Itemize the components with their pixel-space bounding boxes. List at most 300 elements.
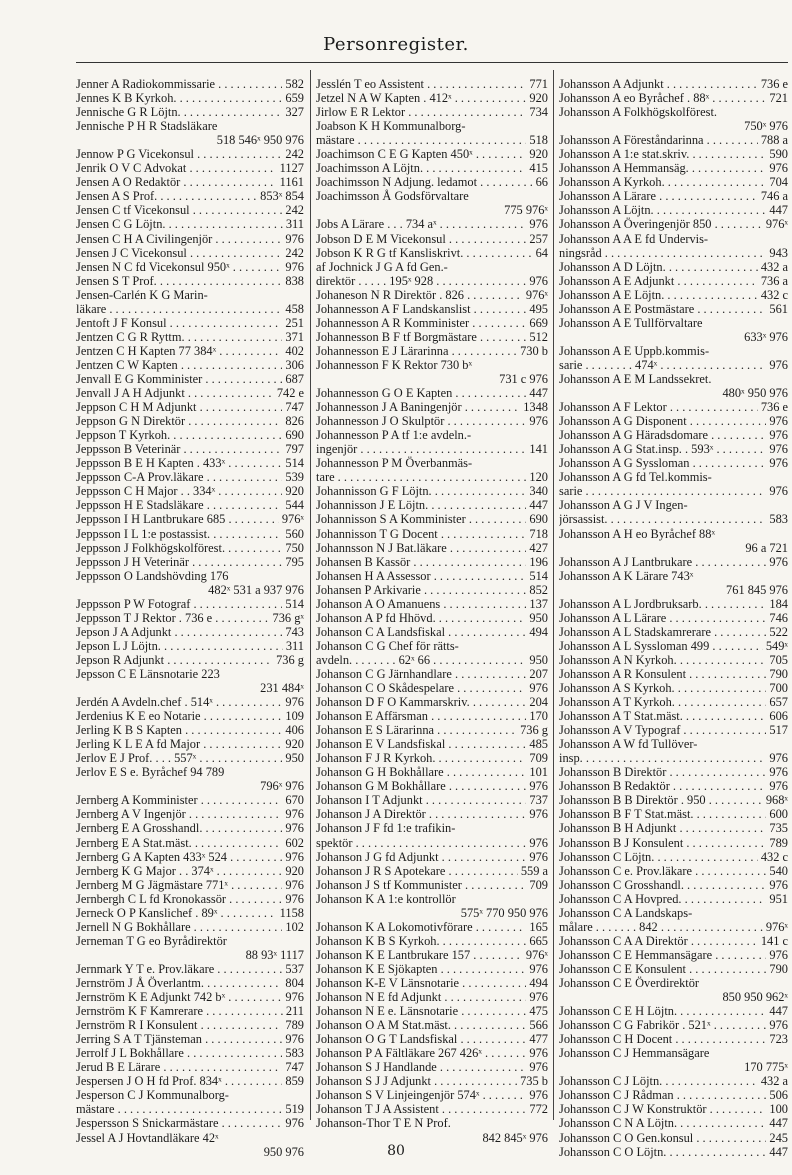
entry-name: Johannesson J A Baningenjör . . . <box>316 400 520 414</box>
entry-name: Jepson J A Adjunkt . . . <box>76 625 282 639</box>
entry-name: Jennische G R Löjtn. . . . <box>76 105 282 119</box>
entry-name: Johansson A E Uppb.kommis- <box>559 343 710 358</box>
entry-page-refs: 477 <box>529 1032 548 1047</box>
entry-page-refs: 950 <box>529 610 548 625</box>
register-entry <box>76 976 304 990</box>
entry-name: Jerdén A Avdeln.chef . 514ˣ . . . <box>76 695 282 709</box>
entry-name: Johanson J R S Apotekare . . . <box>316 864 518 878</box>
register-column-3 <box>559 77 788 1159</box>
register-entry <box>76 161 304 175</box>
entry-name: Johansson A T Kyrkoh. . . . <box>559 695 766 709</box>
register-entry <box>559 583 788 597</box>
entry-name: Johanson-Thor T E N Prof. <box>316 1116 451 1131</box>
register-entry <box>316 105 548 119</box>
entry-name: mästare . . . <box>76 1102 282 1116</box>
register-entry <box>559 484 788 498</box>
register-entry <box>76 484 304 498</box>
register-entry <box>559 414 788 428</box>
register-entry <box>316 400 548 414</box>
register-entry <box>316 1032 548 1046</box>
register-entry <box>316 484 548 498</box>
entry-name: Jeppson G N Direktör . . . <box>76 414 282 428</box>
entry-page-refs: 976 <box>769 947 788 962</box>
entry-page-refs: 789 <box>769 835 788 850</box>
register-entry <box>559 765 788 779</box>
entry-page-refs: 920 <box>285 484 304 499</box>
entry-page-refs: 371 <box>285 329 304 344</box>
entry-page-refs: 976 <box>769 554 788 569</box>
entry-page-refs: 427 <box>529 540 548 555</box>
register-entry <box>559 793 788 807</box>
entry-name: Johansson C H Docent . . . <box>559 1032 766 1046</box>
register-entry <box>76 1088 304 1102</box>
entry-page-refs: 700 <box>769 681 788 696</box>
entry-name: Johannesson P M Överbanmäs- <box>316 456 473 471</box>
entry-page-refs: 432 c <box>760 287 788 302</box>
entry-page-refs: 257 <box>529 231 548 246</box>
entry-page-refs: 447 <box>529 386 548 401</box>
entry-page-refs: 796ˣ 976 <box>260 779 304 794</box>
entry-name: Jerud B E Lärare . . . <box>76 1060 282 1074</box>
entry-name: Johanson A O Amanuens . . . <box>316 597 526 611</box>
register-entry <box>559 203 788 217</box>
entry-name: Johansson C J Rådman . . . <box>559 1088 766 1102</box>
entry-page-refs: 735 b <box>520 1074 548 1089</box>
register-entry <box>559 527 788 541</box>
entry-name: Johansson C J Hemmansägare <box>559 1046 710 1061</box>
entry-page-refs: 950 <box>285 751 304 766</box>
register-entry <box>316 611 548 625</box>
entry-name: ingenjör . . . <box>316 442 526 456</box>
register-entry <box>316 119 548 133</box>
entry-name: Jenner A Radiokommissarie . . . <box>76 77 282 91</box>
entry-name: Johansson A eo Byråchef . 88ˣ . . . <box>559 91 766 105</box>
register-entry <box>76 1032 304 1046</box>
register-entry <box>559 274 788 288</box>
entry-page-refs: 747 <box>285 1060 304 1075</box>
entry-page-refs: 976 <box>529 1088 548 1103</box>
entry-name: Jeppsson C H Major . . 334ˣ . . . <box>76 484 282 498</box>
register-entry <box>316 147 548 161</box>
entry-name: Jernberg K G Major . . 374ˣ . . . <box>76 864 282 878</box>
entry-page-refs: 736 a <box>760 273 788 288</box>
entry-name: Johansson A E Adjunkt . . . <box>559 274 758 288</box>
register-entry <box>316 442 548 456</box>
entry-name: Johansson B Redaktör . . . <box>559 779 766 793</box>
entry-page-refs: 920 <box>529 147 548 162</box>
register-entry <box>316 428 548 442</box>
register-entry <box>559 512 788 526</box>
entry-page-refs: 976 <box>529 1060 548 1075</box>
register-entry <box>76 91 304 105</box>
entry-page-refs: 602 <box>285 835 304 850</box>
entry-name: Johanson A P fd Hhövd. . . . <box>316 611 526 625</box>
entry-name: Jernström R I Konsulent . . . <box>76 1018 282 1032</box>
entry-name: Johannesson A F Landskanslist . . . <box>316 302 526 316</box>
register-entry <box>316 667 548 681</box>
entry-page-refs: 633ˣ 976 <box>744 329 788 344</box>
entry-name: Johanson K A Lokomotivförare . . . <box>316 920 526 934</box>
register-entry <box>559 1004 788 1018</box>
register-entry <box>76 850 304 864</box>
register-entry <box>559 161 788 175</box>
entry-name: Johansson C A Landskaps- <box>559 905 693 920</box>
register-entry <box>76 456 304 470</box>
entry-page-refs: 242 <box>285 245 304 260</box>
entry-page-refs: 231 484ˣ <box>260 681 304 696</box>
entry-page-refs: 976 <box>529 835 548 850</box>
entry-name: Jesperson C J Kommunalborg- <box>76 1088 229 1103</box>
register-entry <box>76 414 304 428</box>
entry-name: Johansson B J Konsulent . . . <box>559 836 766 850</box>
entry-name: Jernberg E A Grosshandl. . . . <box>76 821 282 835</box>
entry-name: Johannesson P A tf 1:e avdeln.- <box>316 428 472 443</box>
register-entry <box>76 217 304 231</box>
entry-page-refs: 951 <box>769 891 788 906</box>
entry-name: Johansson A S Kyrkoh. . . . <box>559 681 766 695</box>
entry-name: Johanson C G Chef för rätts- <box>316 638 459 653</box>
page-number: 80 <box>387 1143 405 1159</box>
register-entry <box>316 625 548 639</box>
entry-name: Jerring S A T Tjänsteman . . . <box>76 1032 282 1046</box>
entry-page-refs: 251 <box>285 315 304 330</box>
entry-page-refs: 575ˣ 770 950 976 <box>460 905 548 920</box>
entry-page-refs: 482ˣ 531 a 937 976 <box>208 582 304 597</box>
entry-name: Johansson A Kyrkoh. . . . <box>559 175 766 189</box>
entry-page-refs: 771 <box>529 77 548 91</box>
register-entry <box>316 793 548 807</box>
register-entry <box>76 892 304 906</box>
entry-page-refs: 514 <box>285 456 304 471</box>
entry-name: Jentzen C G R Ryttm. . . . <box>76 330 282 344</box>
register-entry <box>76 737 304 751</box>
entry-name: insp. . . . <box>559 751 766 765</box>
entry-name: Jerrolf J L Bokhållare . . . <box>76 1046 282 1060</box>
register-entry <box>559 653 788 667</box>
register-entry <box>76 260 304 274</box>
register-entry <box>316 217 548 231</box>
entry-name: Jensen N C fd Vicekonsul 950ˣ . . . <box>76 260 282 274</box>
register-entry <box>316 77 548 91</box>
entry-page-refs: 544 <box>285 498 304 513</box>
entry-name: Jentzen C H Kapten 77 384ˣ . . . <box>76 344 282 358</box>
entry-page-refs: 943 <box>769 245 788 260</box>
entry-name: Johanson I T Adjunkt . . . <box>316 793 526 807</box>
entry-page-refs: 976 <box>529 779 548 794</box>
register-entry <box>76 639 304 653</box>
entry-name: Jernberg M G Jägmästare 771ˣ . . . <box>76 878 282 892</box>
entry-name: målare . . . . . . . 842 . . . <box>559 920 763 934</box>
entry-page-refs: 100 <box>769 1102 788 1117</box>
register-entry <box>559 302 788 316</box>
entry-name: Johansson A W fd Tullöver- <box>559 737 698 752</box>
register-entry <box>76 344 304 358</box>
register-entry <box>559 625 788 639</box>
register-entry <box>316 878 548 892</box>
register-entry <box>559 91 788 105</box>
register-entry <box>316 1018 548 1032</box>
entry-page-refs: 327 <box>285 105 304 120</box>
register-entry <box>76 934 304 948</box>
entry-page-refs: 447 <box>529 498 548 513</box>
entry-page-refs: 690 <box>285 428 304 443</box>
register-entry <box>559 175 788 189</box>
entry-name: Jepsson C E Länsnotarie 223 <box>76 666 220 681</box>
register-entry <box>76 442 304 456</box>
entry-name: Jobson D E M Vicekonsul . . . <box>316 232 526 246</box>
entry-page-refs: 976 <box>769 357 788 372</box>
register-entry <box>559 189 788 203</box>
entry-page-refs: 976ˣ <box>765 217 788 232</box>
entry-page-refs: 742 e <box>276 386 304 401</box>
entry-name: Jeppson T Kyrkoh. . . . <box>76 428 282 442</box>
register-entry <box>76 316 304 330</box>
entry-page-refs: 723 <box>769 1032 788 1047</box>
entry-page-refs: 736 e <box>760 77 788 91</box>
register-entry <box>76 527 304 541</box>
entry-page-refs: 976ˣ <box>525 287 548 302</box>
register-entry <box>316 288 548 302</box>
entry-name: Jensen J C Vicekonsul . . . <box>76 246 282 260</box>
entry-page-refs: 561 <box>769 301 788 316</box>
register-entry <box>76 709 304 723</box>
entry-name: Johanson E Affärsman . . . <box>316 709 526 723</box>
entry-page-refs: 512 <box>529 329 548 344</box>
register-entry <box>316 892 548 906</box>
register-entry <box>559 639 788 653</box>
register-entry <box>76 428 304 442</box>
entry-page-refs: 976 <box>769 484 788 499</box>
entry-page-refs: 976 <box>529 807 548 822</box>
register-entry <box>559 147 788 161</box>
entry-page-refs: 447 <box>769 1004 788 1019</box>
entry-page-refs: 736 g <box>276 652 304 667</box>
entry-name: jörsassist. . . . <box>559 512 766 526</box>
entry-page-refs: 976 <box>769 1018 788 1033</box>
register-entry <box>316 962 548 976</box>
register-entry <box>316 456 548 470</box>
entry-page-refs: 306 <box>285 357 304 372</box>
entry-page-refs: 721 <box>769 91 788 106</box>
register-entry <box>316 414 548 428</box>
entry-name: Johansson C J Löjtn. . . . <box>559 1074 758 1088</box>
entry-name: Jeppsson C-A Prov.läkare . . . <box>76 470 282 484</box>
entry-page-refs: 976 <box>769 877 788 892</box>
register-entry <box>316 527 548 541</box>
register-entry <box>559 1116 788 1130</box>
entry-name: Jetzel N A W Kapten . 412ˣ . . . <box>316 91 526 105</box>
entry-name: Jespersen J O H fd Prof. 834ˣ . . . <box>76 1074 282 1088</box>
register-entry <box>76 189 304 203</box>
entry-page-refs: 506 <box>769 1088 788 1103</box>
register-entry <box>316 470 548 484</box>
register-entry <box>76 695 304 709</box>
entry-page-refs: 1348 <box>523 400 548 415</box>
register-entry <box>559 597 788 611</box>
register-entry <box>559 105 788 119</box>
register-entry <box>76 878 304 892</box>
entry-page-refs: 838 <box>285 273 304 288</box>
register-entry <box>559 569 788 583</box>
entry-page-refs: 736 g <box>520 723 548 738</box>
entry-page-refs: 775 976ˣ <box>504 203 548 218</box>
register-entry <box>76 147 304 161</box>
entry-page-refs: 976 <box>529 961 548 976</box>
entry-name: Jeppsson B Veterinär . . . <box>76 442 282 456</box>
entry-name: Johanson J S tf Kommunister . . . <box>316 878 526 892</box>
register-entry <box>316 709 548 723</box>
entry-name: Johanson N E fd Adjunkt . . . <box>316 990 526 1004</box>
entry-name: Jeppsson B E H Kapten . 433ˣ . . . <box>76 456 282 470</box>
register-entry <box>559 498 788 512</box>
register-entry <box>76 990 304 1004</box>
entry-name: Jentzen C W Kapten . . . <box>76 358 282 372</box>
entry-page-refs: 549ˣ <box>765 638 788 653</box>
entry-page-refs: 976 <box>285 1032 304 1047</box>
entry-name: Johanson K A 1:e kontrollör <box>316 891 456 906</box>
entry-page-refs: 730 b <box>520 343 548 358</box>
register-entry <box>76 1046 304 1060</box>
entry-name: Jensen A O Redaktör . . . <box>76 175 277 189</box>
header-rule <box>76 62 788 63</box>
register-entry <box>559 1102 788 1116</box>
register-entry <box>559 1018 788 1032</box>
entry-name: sarie . . . <box>559 484 766 498</box>
entry-name: Johansson A L Stadskamrerare . . . <box>559 625 766 639</box>
register-entry <box>76 906 304 920</box>
entry-name: Johanson P A Fältläkare 267 426ˣ . . . <box>316 1046 526 1060</box>
entry-page-refs: 485 <box>529 737 548 752</box>
entry-name: Johansson A R Konsulent . . . <box>559 667 766 681</box>
entry-name: Johanson S J Handlande . . . <box>316 1060 526 1074</box>
entry-page-refs: 734 <box>529 105 548 120</box>
entry-name: Johannesson F K Rektor 730 bˣ <box>316 357 473 372</box>
entry-page-refs: 311 <box>285 217 304 232</box>
entry-page-refs: 709 <box>529 751 548 766</box>
entry-page-refs: 976 <box>285 807 304 822</box>
entry-page-refs: 976 <box>529 990 548 1005</box>
entry-name: Johansson A L Jordbruksarb. . . . <box>559 597 766 611</box>
register-entry <box>316 976 548 990</box>
register-entry <box>559 358 788 372</box>
register-entry <box>316 1102 548 1116</box>
register-entry <box>559 541 788 555</box>
entry-page-refs: 659 <box>285 91 304 106</box>
register-entry <box>316 934 548 948</box>
register-entry <box>316 737 548 751</box>
entry-page-refs: 415 <box>529 161 548 176</box>
entry-page-refs: 976 <box>285 849 304 864</box>
entry-page-refs: 743 <box>285 624 304 639</box>
entry-page-refs: 402 <box>285 343 304 358</box>
register-entry <box>76 119 304 133</box>
entry-name: Jepson R Adjunkt . . . <box>76 653 273 667</box>
register-entry <box>559 807 788 821</box>
register-entry <box>559 133 788 147</box>
register-entry <box>76 1116 304 1130</box>
entry-page-refs: 976 <box>285 259 304 274</box>
entry-page-refs: 495 <box>529 301 548 316</box>
entry-page-refs: 746 a <box>760 189 788 204</box>
entry-name: Johansson B H Adjunkt . . . <box>559 821 766 835</box>
register-entry <box>76 400 304 414</box>
entry-name: Jernberg E A Stat.mäst. . . . <box>76 836 282 850</box>
register-entry <box>559 948 788 962</box>
entry-page-refs: 669 <box>529 315 548 330</box>
entry-page-refs: 170 <box>529 709 548 724</box>
register-entry <box>316 597 548 611</box>
register-entry <box>559 316 788 330</box>
entry-name: Joachimsson Å Godsförvaltare <box>316 189 469 204</box>
entry-name: Johanson G M Bokhållare . . . <box>316 779 526 793</box>
register-entry <box>316 372 548 386</box>
entry-name: Jennische P H R Stadsläkare <box>76 119 218 134</box>
entry-name: Johansson A G Häradsdomare . . . <box>559 428 766 442</box>
entry-page-refs: 432 c <box>760 849 788 864</box>
entry-page-refs: 96 a 721 <box>745 540 788 555</box>
register-entry <box>316 583 548 597</box>
entry-name: läkare . . . <box>76 302 282 316</box>
entry-name: Johansson C E Överdirektör <box>559 976 700 990</box>
register-entry <box>316 541 548 555</box>
entry-name: Johanson T J A Assistent . . . <box>316 1102 526 1116</box>
entry-page-refs: 790 <box>769 666 788 681</box>
entry-name: Johansson C O Löjtn. . . . <box>559 1145 766 1159</box>
entry-page-refs: 826 <box>285 414 304 429</box>
entry-name: Jernberg G A Kapten 433ˣ 524 . . . <box>76 850 282 864</box>
entry-page-refs: 102 <box>285 919 304 934</box>
entry-name: Jensen C tf Vicekonsul . . . <box>76 203 282 217</box>
entry-name: Johanson E V Landsfiskal . . . <box>316 737 526 751</box>
entry-name: Jerdenius K E eo Notarie . . . <box>76 709 282 723</box>
entry-page-refs: 1161 <box>279 175 304 190</box>
entry-name: Johansson C A A Direktör . . . <box>559 934 758 948</box>
entry-name: Jensen A S Prof. . . . <box>76 189 257 203</box>
entry-page-refs: 447 <box>769 203 788 218</box>
register-entry <box>76 274 304 288</box>
entry-name: Johansson A E Postmästare . . . <box>559 302 766 316</box>
register-entry <box>316 779 548 793</box>
entry-name: Johansson C G Fabrikör . 521ˣ . . . <box>559 1018 766 1032</box>
register-entry <box>316 990 548 1004</box>
entry-name: Jernberg A Komminister . . . <box>76 793 282 807</box>
entry-name: Johannisson G F Löjtn. . . . <box>316 484 526 498</box>
entry-name: Jenvall J A H Adjunkt . . . <box>76 386 274 400</box>
entry-page-refs: 920 <box>285 863 304 878</box>
register-entry <box>316 836 548 850</box>
entry-name: Jeppsson H E Stadsläkare . . . <box>76 498 282 512</box>
register-entry <box>316 274 548 288</box>
entry-name: Johansson A E Löjtn. . . . <box>559 288 758 302</box>
entry-name: Johansson C E Hemmansägare . . . <box>559 948 766 962</box>
entry-name: Johansson C E Konsulent . . . <box>559 962 766 976</box>
entry-name: Johansson C e. Prov.läkare . . . <box>559 864 766 878</box>
entry-name: Jeppsson P W Fotograf . . . <box>76 597 282 611</box>
entry-page-refs: 582 <box>285 77 304 91</box>
entry-page-refs: 560 <box>285 526 304 541</box>
entry-page-refs: 976 <box>529 273 548 288</box>
entry-page-refs: 566 <box>529 1018 548 1033</box>
entry-name: Jentoft J F Konsul . . . <box>76 316 282 330</box>
register-entry <box>559 246 788 260</box>
entry-page-refs: 184 <box>769 596 788 611</box>
register-entry <box>316 386 548 400</box>
entry-page-refs: 242 <box>285 147 304 162</box>
entry-name: Johansson A Föreståndarinna . . . <box>559 133 758 147</box>
entry-name: sarie . . . . . . . . 474ˣ . . . <box>559 358 766 372</box>
entry-page-refs: 750 <box>285 540 304 555</box>
entry-page-refs: 447 <box>769 1144 788 1159</box>
